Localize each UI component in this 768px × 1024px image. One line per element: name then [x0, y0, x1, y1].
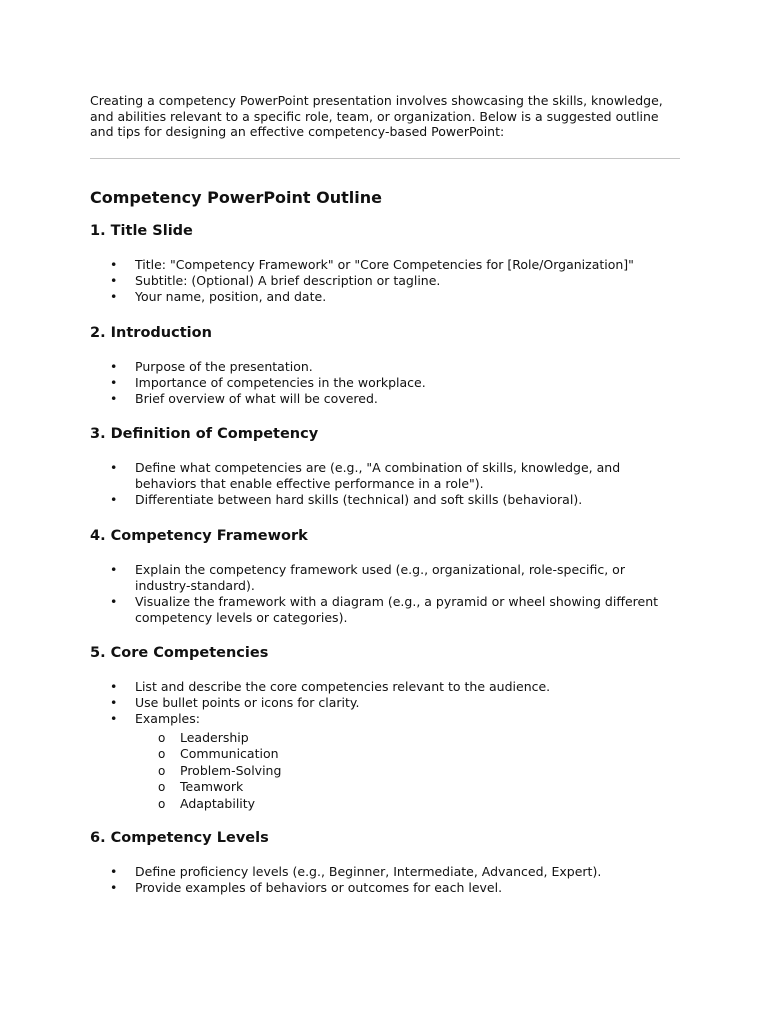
circle-bullet-icon: o [158, 763, 166, 778]
list-item: • Your name, position, and date. [110, 288, 327, 304]
bullet-icon: • [110, 561, 118, 577]
bullet-icon: • [110, 272, 118, 288]
list-item: • Purpose of the presentation. [110, 358, 313, 374]
bullet-icon: • [110, 710, 118, 726]
bullet-icon: • [110, 694, 118, 710]
section-core-competencies [90, 644, 680, 813]
list-item: • Brief overview of what will be covered. [110, 390, 378, 406]
circle-bullet-icon: o [158, 780, 166, 794]
sub-list-item: o Teamwork [158, 779, 244, 794]
circle-bullet-icon: o [158, 730, 166, 745]
bullet-icon: • [110, 288, 118, 304]
section-definition [90, 425, 680, 508]
sub-list-item: o Communication [158, 746, 279, 761]
list-item: • Define proficiency levels (e.g., Beginner, Intermediate, Advanced, Expert). [110, 864, 602, 879]
intro-paragraph: Creating a competency PowerPoint presentation involves showcasing the skills, knowledge, and abilities relevant to a specific role, team, or organization. Below is a suggested outline and tips for designing an effective competency-based PowerPoint: [90, 93, 663, 139]
sub-list-item: o Problem-Solving [158, 762, 282, 778]
horizontal-divider [90, 158, 680, 159]
bullet-list [90, 562, 680, 626]
section-introduction [90, 324, 680, 407]
section-heading: 4. Competency Framework [90, 527, 308, 544]
bullet-icon: • [110, 880, 118, 895]
list-item: • Define what competencies are (e.g., "A combination of skills, knowledge, and behaviors that enable effective performance in a role"). [110, 459, 621, 491]
section-heading: 5. Core Competencies [90, 644, 269, 661]
list-item: • Importance of competencies in the workplace. [110, 374, 426, 390]
bullet-list [90, 864, 680, 896]
section-competency-levels [90, 829, 680, 896]
bullet-icon: • [110, 678, 118, 694]
list-item: • Differentiate between hard skills (technical) and soft skills (behavioral). [110, 491, 583, 507]
bullet-icon: • [110, 491, 118, 507]
bullet-icon: • [110, 593, 118, 609]
bullet-list [90, 359, 680, 407]
bullet-icon: • [110, 256, 118, 272]
circle-bullet-icon: o [158, 796, 166, 811]
list-item: • Explain the competency framework used (e.g., organizational, role-specific, or industry-standard). [110, 561, 625, 593]
bullet-icon: • [110, 358, 118, 374]
bullet-list [90, 460, 680, 508]
list-item: • Provide examples of behaviors or outcomes for each level. [110, 880, 503, 895]
section-heading: 3. Definition of Competency [90, 425, 319, 442]
bullet-icon: • [110, 459, 118, 475]
circle-bullet-icon: o [158, 747, 166, 761]
bullet-icon: • [110, 374, 118, 390]
sub-list-item: o Leadership [158, 729, 249, 745]
bullet-list [90, 257, 680, 305]
section-framework [90, 527, 680, 626]
document-page [90, 93, 680, 896]
list-item: • Visualize the framework with a diagram (e.g., a pyramid or wheel showing different competency levels or categories). [110, 593, 659, 625]
bullet-list [90, 679, 680, 813]
list-item: • Use bullet points or icons for clarity. [110, 694, 360, 710]
section-heading: 1. Title Slide [90, 222, 193, 239]
list-item: • Examples: o Leadership o Communication o Problem-Solving o Teamwork o Adaptability [90, 711, 680, 813]
section-title-slide [90, 222, 680, 305]
list-item: • List and describe the core competencies relevant to the audience. [110, 678, 551, 694]
bullet-icon: • [110, 390, 118, 406]
section-heading: 2. Introduction [90, 324, 212, 341]
section-heading: 6. Competency Levels [90, 830, 269, 846]
list-item: • Subtitle: (Optional) A brief description or tagline. [110, 272, 441, 288]
outline-title: Competency PowerPoint Outline [90, 187, 382, 207]
sub-list-item: o Adaptability [158, 795, 256, 811]
examples-list [135, 730, 680, 813]
list-item: • Title: "Competency Framework" or "Core Competencies for [Role/Organization]" [110, 256, 634, 272]
bullet-icon: • [110, 864, 118, 879]
